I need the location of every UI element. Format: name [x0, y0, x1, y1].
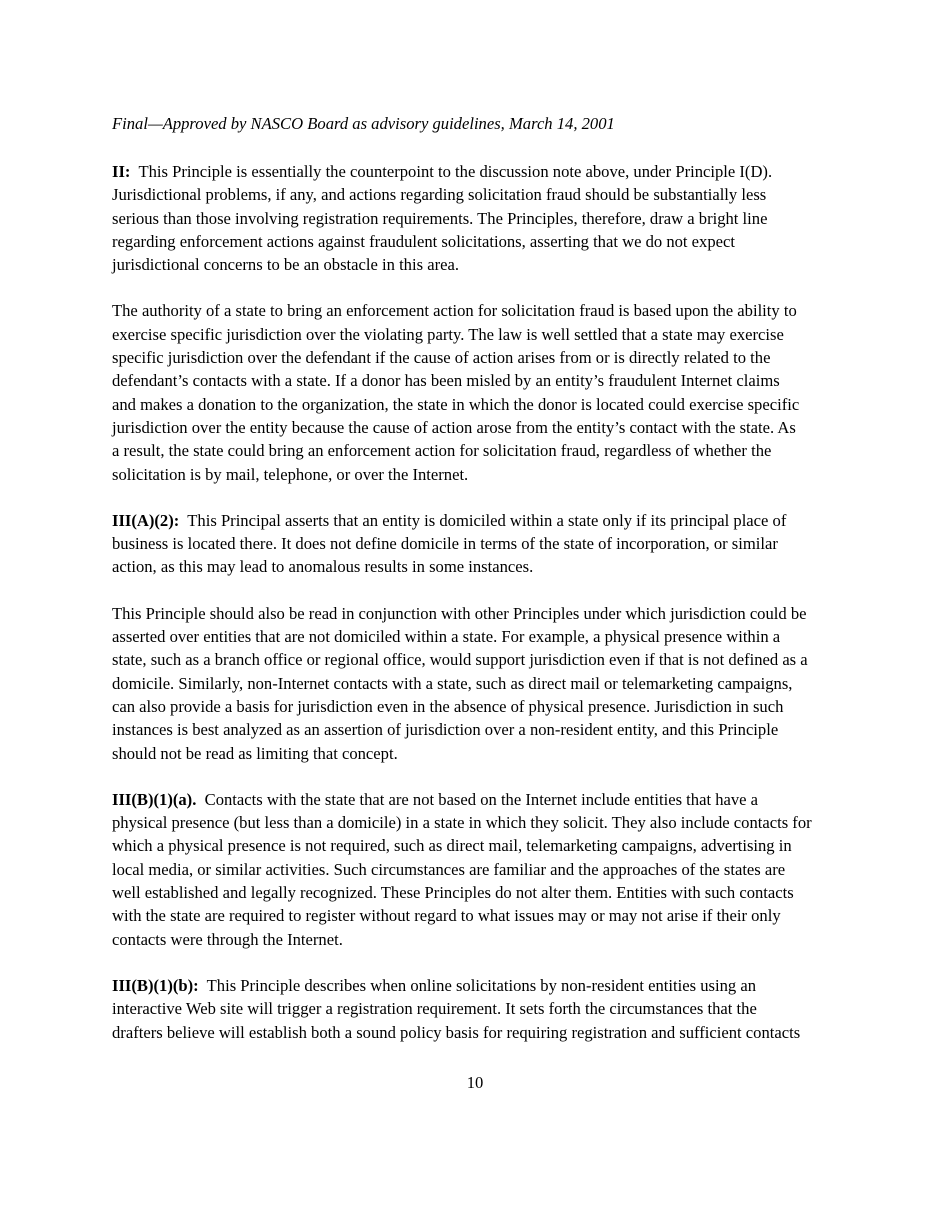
paragraph-line: asserted over entities that are not domiciled within a state. For example, a physical presence within a: [112, 627, 781, 647]
paragraph-line: physical presence (but less than a domicile) in a state in which they solicit. They also include contacts for: [112, 813, 812, 833]
paragraph-line: with the state are required to register without regard to what issues may or may not arise if their only: [112, 906, 781, 926]
paragraph-line: instances is best analyzed as an assertion of jurisdiction over a non-resident entity, and this Principle: [112, 720, 779, 740]
paragraph-line: solicitation is by mail, telephone, or over the Internet.: [112, 464, 469, 484]
paragraph-line: III(B)(1)(b): This Principle describes when online solicitations by non-resident entities using an: [112, 975, 756, 995]
paragraph-line: serious than those involving registration requirements. The Principles, therefore, draw a bright line: [112, 208, 768, 228]
paragraph-principle-ii: [112, 160, 852, 276]
body-text: [112, 160, 852, 1067]
paragraph-line: domicile. Similarly, non-Internet contacts with a state, such as direct mail or telemarketing campaigns,: [112, 673, 793, 693]
paragraph-lead: III(B)(1)(b):: [112, 975, 199, 995]
paragraph-line: drafters believe will establish both a sound policy basis for requiring registration and sufficient contacts: [112, 1022, 801, 1042]
paragraph-line: specific jurisdiction over the defendant if the cause of action arises from or is directly related to the: [112, 348, 771, 368]
paragraph-line: which a physical presence is not required, such as direct mail, telemarketing campaigns, advertising in: [112, 836, 792, 856]
paragraph-lead: III(A)(2):: [112, 510, 180, 530]
paragraph-line: contacts were through the Internet.: [112, 929, 343, 949]
paragraph-conjunction: [112, 602, 852, 765]
paragraph-lead: III(B)(1)(a).: [112, 789, 197, 809]
paragraph-line: jurisdictional concerns to be an obstacle in this area.: [112, 255, 459, 275]
paragraph-line: can also provide a basis for jurisdiction even in the absence of physical presence. Jurisdiction in such: [112, 696, 784, 716]
paragraph-line: business is located there. It does not define domicile in terms of the state of incorporation, or similar: [112, 534, 778, 554]
paragraph-line: The authority of a state to bring an enforcement action for solicitation fraud is based upon the ability to: [112, 301, 797, 321]
paragraph-line: well established and legally recognized. These Principles do not alter them. Entities with such contacts: [112, 883, 794, 903]
paragraph-line: action, as this may lead to anomalous results in some instances.: [112, 557, 534, 577]
paragraph-line: II: This Principle is essentially the counterpoint to the discussion note above, under Principle I(D).: [112, 162, 773, 181]
paragraph-line: local media, or similar activities. Such circumstances are familiar and the approaches of the states are: [112, 859, 786, 879]
paragraph-line: state, such as a branch office or regional office, would support jurisdiction even if that is not defined as a: [112, 650, 808, 670]
paragraph-line: This Principle should also be read in conjunction with other Principles under which jurisdiction could be: [112, 603, 807, 623]
paragraph-enforcement-authority: [112, 299, 852, 485]
paragraph-line: Jurisdictional problems, if any, and actions regarding solicitation fraud should be substantially less: [112, 185, 767, 205]
paragraph-line: III(B)(1)(a). Contacts with the state that are not based on the Internet include entities that have a: [112, 789, 759, 809]
paragraph-line: III(A)(2): This Principal asserts that an entity is domiciled within a state only if its principal place of: [112, 510, 787, 530]
paragraph-lead: II:: [112, 162, 131, 181]
paragraph-line: defendant’s contacts with a state. If a donor has been misled by an entity’s fraudulent Internet claims: [112, 371, 780, 391]
paragraph-line: jurisdiction over the entity because the cause of action arose from the entity’s contact with the state. As: [112, 417, 796, 437]
paragraph-line: a result, the state could bring an enforcement action for solicitation fraud, regardless of whether the: [112, 441, 772, 461]
paragraph-line: exercise specific jurisdiction over the violating party. The law is well settled that a state may exercise: [112, 324, 784, 344]
page-number: 10: [466, 1073, 484, 1092]
header-note: Final—Approved by NASCO Board as advisory guidelines, March 14, 2001: [112, 114, 615, 133]
paragraph-line: should not be read as limiting that concept.: [112, 743, 398, 763]
paragraph-principle-iii-b-1-a: [112, 788, 852, 951]
paragraph-line: regarding enforcement actions against fraudulent solicitations, asserting that we do not expect: [112, 231, 735, 251]
paragraph-line: interactive Web site will trigger a registration requirement. It sets forth the circumstances that the: [112, 999, 757, 1019]
paragraph-line: and makes a donation to the organization, the state in which the donor is located could exercise specific: [112, 394, 800, 414]
paragraph-principle-iii-b-1-b: [112, 974, 852, 1044]
paragraph-principle-iii-a-2: [112, 509, 852, 579]
